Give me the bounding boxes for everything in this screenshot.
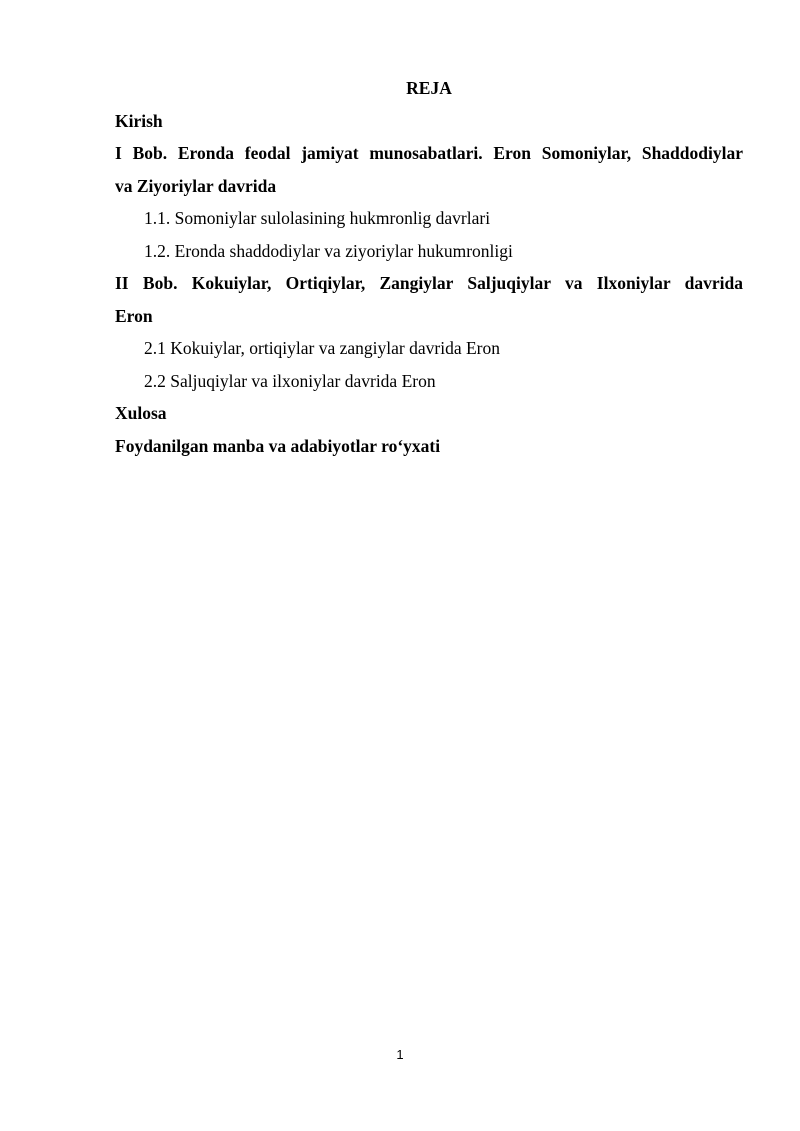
toc-chapter-1-line1: I Bob. Eronda feodal jamiyat munosabatlari. Eron Somoniylar, Shaddodiylar <box>115 143 743 163</box>
page-number: 1 <box>396 1047 404 1062</box>
toc-chapter-2-line1: II Bob. Kokuiylar, Ortiqiylar, Zangiylar Saljuqiylar va Ilxoniylar davrida <box>115 273 743 293</box>
toc-chapter-2-line2: Eron <box>115 305 153 326</box>
toc-section-1-1: 1.1. Somoniylar sulolasining hukmronlig davrlari <box>144 208 491 228</box>
table-of-contents <box>115 72 743 462</box>
toc-chapter-1 <box>115 137 743 202</box>
toc-entry-intro: Kirish <box>115 110 163 131</box>
toc-section-2-1: 2.1 Kokuiylar, ortiqiylar va zangiylar davrida Eron <box>144 338 500 358</box>
toc-entry-conclusion: Xulosa <box>115 403 167 423</box>
toc-section-1-2: 1.2. Eronda shaddodiylar va ziyoriylar hukumronligi <box>144 240 513 261</box>
toc-section-2-2: 2.2 Saljuqiylar va ilxoniylar davrida Eron <box>144 370 436 391</box>
toc-chapter-1-line2: va Ziyoriylar davrida <box>115 175 277 196</box>
toc-entry-bibliography: Foydanilgan manba va adabiyotlar ro‘yxati <box>115 435 441 456</box>
toc-chapter-2 <box>115 267 743 332</box>
page-title: REJA <box>406 78 452 98</box>
